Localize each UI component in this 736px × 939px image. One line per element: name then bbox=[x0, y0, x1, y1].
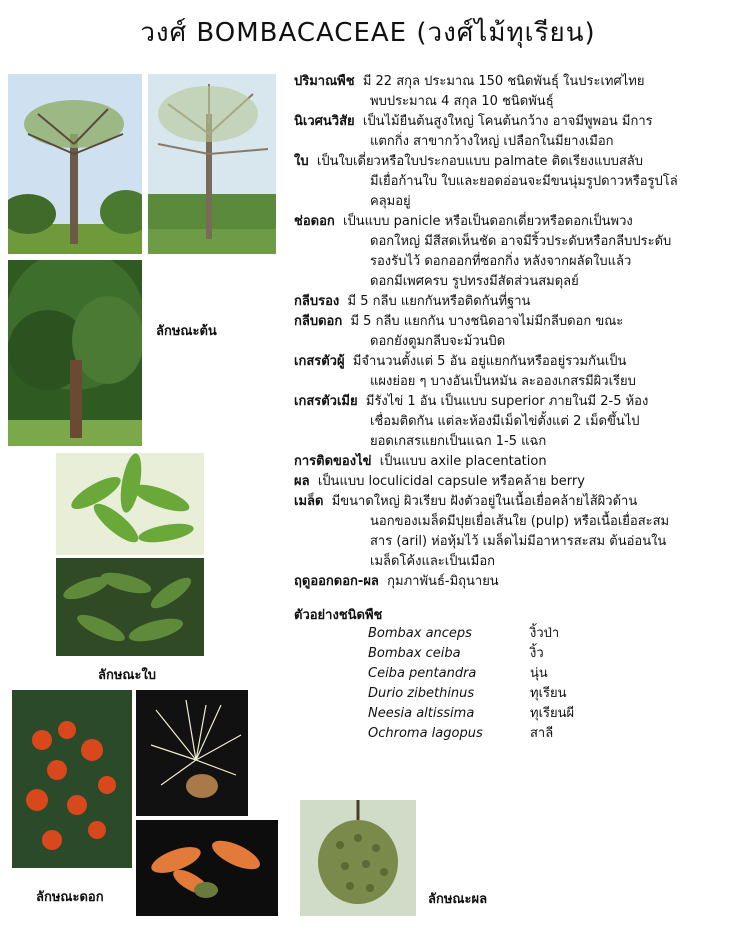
leaf-photo-1 bbox=[56, 453, 204, 555]
tree-photo-1 bbox=[8, 74, 142, 254]
desc-placentation: การติดของไข่ เป็นแบบ axile placentation bbox=[294, 454, 547, 469]
caption-fruit: ลักษณะผล bbox=[428, 892, 488, 907]
caption-trunk: ลักษณะต้น bbox=[156, 324, 217, 339]
leaf-photo-2 bbox=[56, 558, 204, 656]
desc-quantity: ปริมาณพืช มี 22 สกุล ประมาณ 150 ชนิดพันธุ์ ในประเทศไทย พบประมาณ 4 สกุล 10 ชนิดพันธุ์ bbox=[294, 74, 645, 109]
desc-habit: นิเวศนวิสัย เป็นไม้ยืนต้นสูงใหญ่ โคนต้นกว้าง อาจมีพูพอน มีการ แตกกิ่ง สาขากว้างใหญ่ เปลือกในมียางเมือก bbox=[294, 114, 653, 149]
examples-title: ตัวอย่างชนิดพืช bbox=[294, 608, 383, 623]
fruit-photo bbox=[300, 800, 416, 916]
desc-stamen: เกสรตัวผู้ มีจำนวนตั้งแต่ 5 อัน อยู่แยกกันหรืออยู่รวมกันเป็น แผงย่อย ๆ บางอันเป็นหมัน ละอองเกสรมีผิวเรียบ bbox=[294, 354, 636, 389]
desc-seed: เมล็ด มีขนาดใหญ่ ผิวเรียบ ฝังตัวอยู่ในเนื้อเยื่อคล้ายไส้ผิวด้าน นอกของเมล็ดมีปุยเยื่อเส้นใย (pulp) หรือเนื้อเยื่อสะสม สาร (aril) ห่อหุ้มไว้ เมล็ดไม่มีอาหารสะสม ต้นอ่อนใน เมล็ดโค้งและเป็นเมือก bbox=[294, 494, 670, 569]
desc-pistil: เกสรตัวเมีย มีรังไข่ 1 อัน เป็นแบบ superior ภายในมี 2-5 ห้อง เชื่อมติดกัน แต่ละห้องมีเม็ดไข่ตั้งแต่ 2 เม็ดขึ้นไป ยอดเกสรแยกเป็นแฉก 1-5 แฉก bbox=[294, 394, 649, 449]
desc-season: ฤดูออกดอก-ผล กุมภาพันธ์-มิถุนายน bbox=[294, 574, 499, 589]
flower-photo-3 bbox=[136, 820, 278, 916]
example-item: Neesia altissima ทุเรียนผี bbox=[368, 706, 575, 721]
example-item: Durio zibethinus ทุเรียน bbox=[368, 686, 567, 701]
desc-leaf: ใบ เป็นใบเดี่ยวหรือใบประกอบแบบ palmate ติดเรียงแบบสลับ มีเยื่อก้านใบ ใบและยอดอ่อนจะมีขนนุ่มรูปดาวหรือรูปโล่ คลุมอยู่ bbox=[294, 154, 678, 209]
tree-photo-3 bbox=[8, 260, 142, 446]
desc-sepal: กลีบรอง มี 5 กลีบ แยกกันหรือติดกันที่ฐาน bbox=[294, 294, 531, 309]
caption-leaf: ลักษณะใบ bbox=[98, 668, 157, 683]
desc-petal: กลีบดอก มี 5 กลีบ แยกกัน บางชนิดอาจไม่มีกลีบดอก ขณะ ดอกยังตูมกลีบจะม้วนบิด bbox=[294, 314, 624, 349]
desc-fruit: ผล เป็นแบบ loculicidal capsule หรือคล้าย berry bbox=[294, 474, 585, 489]
desc-inflorescence: ช่อดอก เป็นแบบ panicle หรือเป็นดอกเดี่ยวหรือดอกเป็นพวง ดอกใหญ่ มีสีสดเห็นชัด อาจมีริ้วประดับหรือกลีบประดับ รองรับไว้ ดอกออกที่ซอกกิ่ง หลังจากผลัดใบแล้ว ดอกมีเพศครบ รูปทรงมีสัดส่วนสมดุลย์ bbox=[294, 214, 672, 289]
example-item: Bombax ceiba งิ้ว bbox=[368, 646, 544, 661]
examples-list bbox=[368, 624, 628, 744]
flower-photo-2 bbox=[136, 690, 248, 816]
example-item: Bombax anceps งิ้วป่า bbox=[368, 626, 560, 641]
caption-flower: ลักษณะดอก bbox=[36, 890, 104, 905]
example-item: Ceiba pentandra นุ่น bbox=[368, 666, 548, 681]
example-item: Ochroma lagopus สาลี bbox=[368, 726, 554, 741]
tree-photo-2 bbox=[148, 74, 276, 254]
page-title: วงศ์ BOMBACACEAE (วงศ์ไม้ทุเรียน) bbox=[140, 18, 596, 48]
flower-photo-1 bbox=[12, 690, 132, 868]
